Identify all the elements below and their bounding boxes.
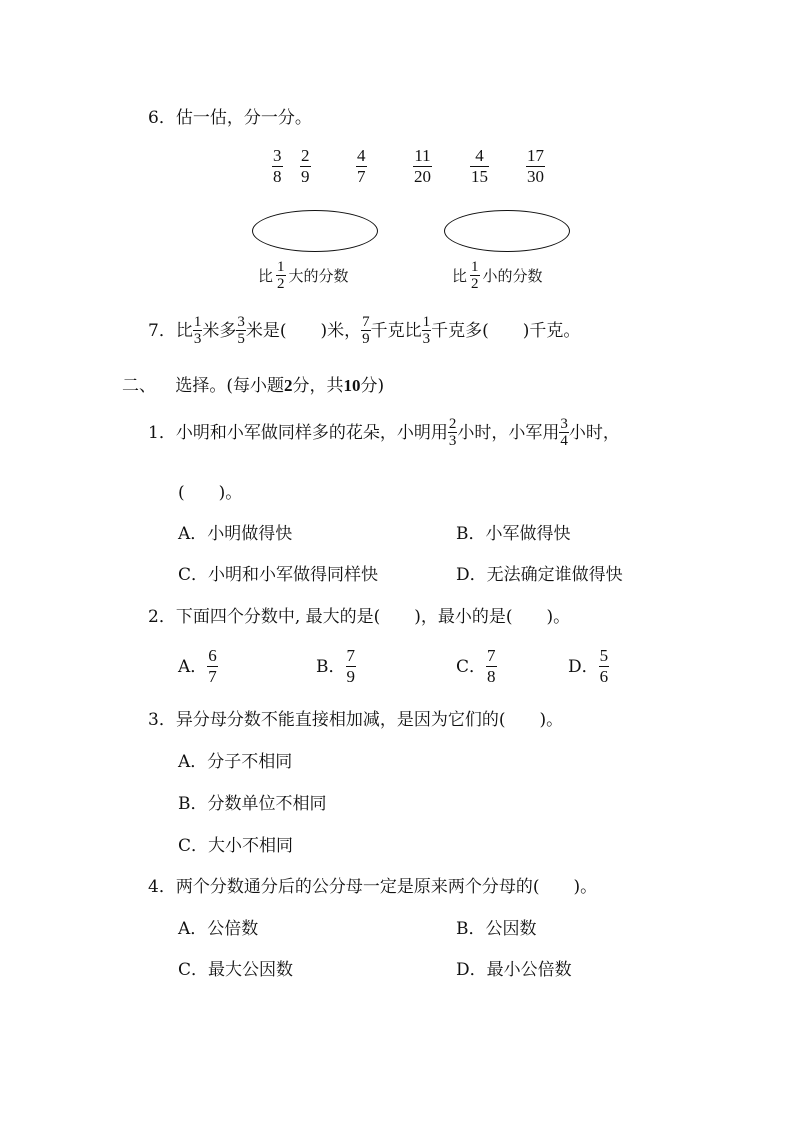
oval-label-less: 比 $\frac{1}{2}$ 小的分数: [452, 259, 543, 292]
answer-oval-greater[interactable]: [252, 210, 378, 252]
section-heading: 二、 选择。(每小题2分，共10分): [122, 376, 385, 396]
c3-option-b[interactable]: B．分数单位不相同: [178, 794, 327, 814]
c4-stem: 4．两个分数通分后的公分母一定是原来两个分母的( )。: [148, 877, 598, 897]
c4-option-c[interactable]: C．最大公因数: [178, 960, 294, 980]
c2-stem: 2．下面四个分数中, 最大的是( )，最小的是( )。: [148, 607, 571, 627]
c3-option-a[interactable]: A．分子不相同: [178, 752, 293, 772]
q6-fraction: $\frac{3}{8}$: [273, 146, 282, 186]
q6-fraction: $\frac{2}{9}$: [301, 146, 310, 186]
c2-option-c[interactable]: C． $\frac{7}{8}$: [456, 646, 496, 686]
c1-blank[interactable]: ( )。: [178, 483, 243, 503]
c4-option-d[interactable]: D．最小公倍数: [456, 960, 572, 980]
c3-option-c[interactable]: C．大小不相同: [178, 836, 294, 856]
c2-option-b[interactable]: B． $\frac{7}{9}$: [316, 646, 355, 686]
c1-option-a[interactable]: A．小明做得快: [178, 524, 293, 544]
c2-option-d[interactable]: D． $\frac{5}{6}$: [568, 646, 609, 686]
q6-title: 6．估一估，分一分。: [148, 108, 312, 128]
c1-stem: 1．小明和小军做同样多的花朵，小明用 $\frac{2}{3}$ 小时，小军用 $\frac{3}{4}$ 小时，: [148, 416, 620, 449]
q7-stem: 7．比 $\frac{1}{3}$ 米多 $\frac{3}{5}$ 米是( )米， $\frac{7}{9}$ 千克比 $\frac{1}{3}$ 千克多( )千克。: [148, 314, 581, 347]
c3-stem: 3．异分母分数不能直接相加减，是因为它们的( )。: [148, 710, 564, 730]
c1-option-b[interactable]: B．小军做得快: [456, 524, 571, 544]
c2-option-a[interactable]: A． $\frac{6}{7}$: [178, 646, 217, 686]
section-number: 二、: [122, 376, 156, 396]
oval-label-greater: 比 $\frac{1}{2}$ 大的分数: [258, 259, 349, 292]
q6-fraction: $\frac{4}{15}$: [471, 146, 488, 186]
c4-option-a[interactable]: A．公倍数: [178, 919, 259, 939]
q6-fraction: $\frac{17}{30}$: [527, 146, 544, 186]
c4-option-b[interactable]: B．公因数: [456, 919, 537, 939]
c1-option-d[interactable]: D．无法确定谁做得快: [456, 565, 623, 585]
q6-fraction: $\frac{4}{7}$: [357, 146, 366, 186]
c1-option-c[interactable]: C．小明和小军做得同样快: [178, 565, 379, 585]
q6-fraction: $\frac{11}{20}$: [414, 146, 431, 186]
answer-oval-less[interactable]: [444, 210, 570, 252]
